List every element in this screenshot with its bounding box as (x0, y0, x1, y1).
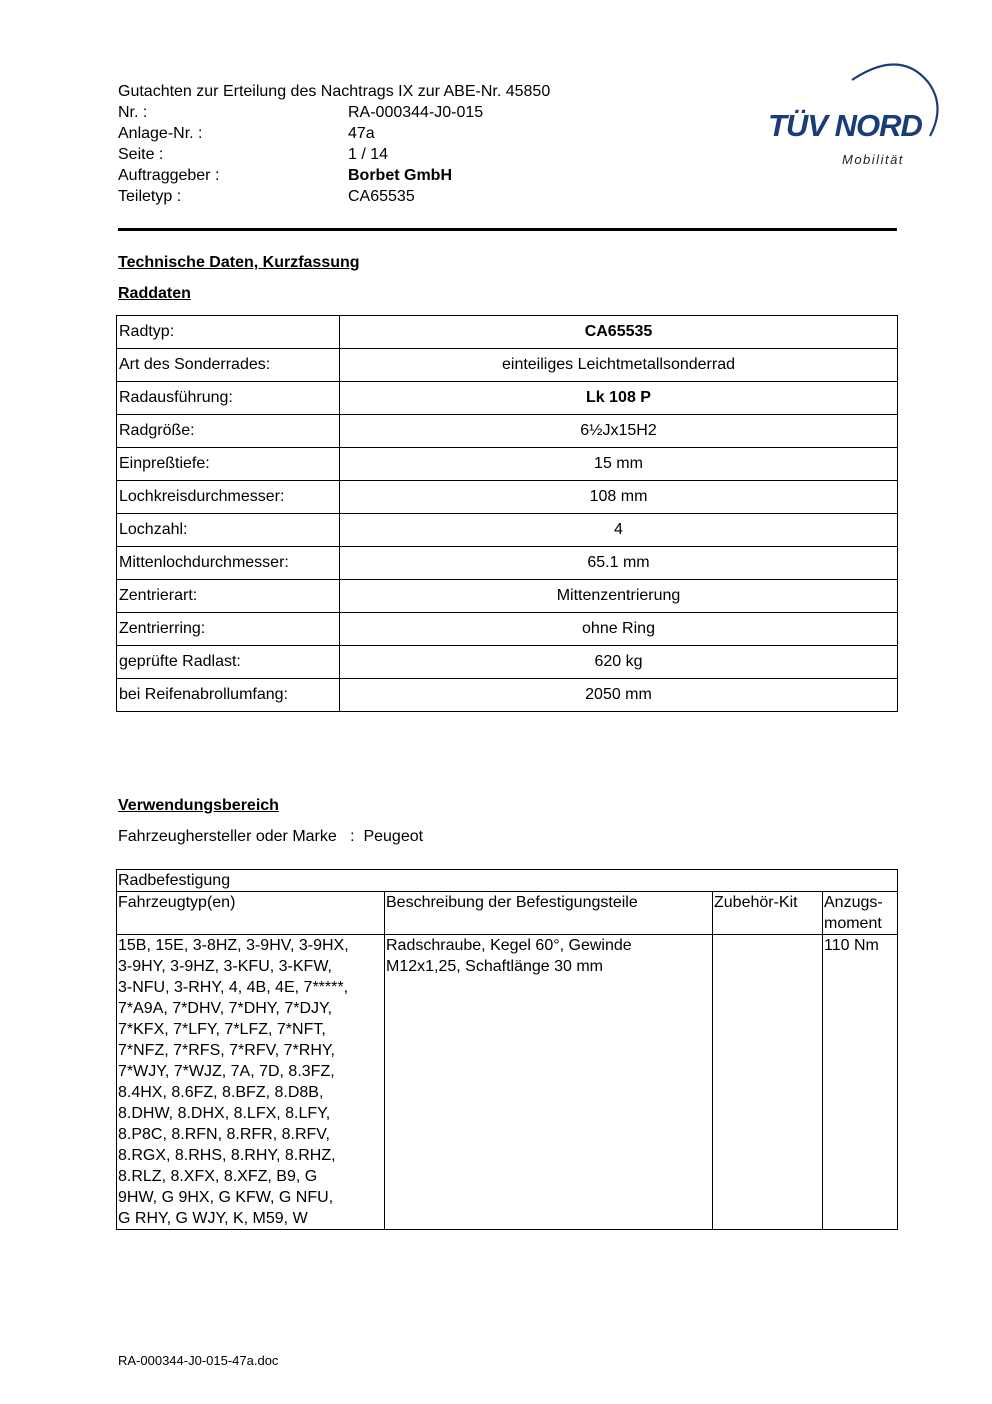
row-label: bei Reifenabrollumfang: (117, 679, 340, 712)
description-line: M12x1,25, Schaftlänge 30 mm (386, 958, 604, 975)
row-label: Radtyp: (117, 316, 340, 349)
column-header-torque (823, 892, 898, 935)
tuev-nord-logo (760, 58, 946, 174)
manufacturer-value: Peugeot (363, 828, 424, 845)
table-row (117, 448, 898, 481)
header-key: Seite : (118, 146, 164, 163)
table-caption: Radbefestigung (117, 870, 898, 892)
table-row (117, 382, 898, 415)
table-row (117, 481, 898, 514)
header-key: Nr. : (118, 104, 148, 121)
header-line: Anzugs- (824, 894, 883, 911)
header-key: Teiletyp : (118, 188, 182, 205)
row-label: Einpreßtiefe: (117, 448, 340, 481)
type-line: 8.DHW, 8.DHX, 8.LFX, 8.LFY, (118, 1105, 331, 1122)
table-caption-row (117, 870, 898, 892)
table-row (117, 646, 898, 679)
befestigung-table (116, 869, 898, 1230)
type-line: 7*KFX, 7*LFY, 7*LFZ, 7*NFT, (118, 1021, 326, 1038)
row-value: 4 (340, 514, 898, 547)
header-divider (118, 228, 897, 231)
row-value: 65.1 mm (340, 547, 898, 580)
header-row (118, 144, 483, 165)
section-heading-raddaten: Raddaten (118, 285, 191, 302)
type-line: 8.4HX, 8.6FZ, 8.BFZ, 8.D8B, (118, 1084, 324, 1101)
type-line: 7*A9A, 7*DHV, 7*DHY, 7*DJY, (118, 1000, 333, 1017)
header-row (118, 186, 483, 207)
type-line: 15B, 15E, 3-8HZ, 3-9HV, 3-9HX, (118, 937, 349, 954)
row-label: Lochzahl: (117, 514, 340, 547)
raddaten-table (116, 315, 898, 712)
header-value-client: Borbet GmbH (348, 167, 452, 184)
row-label: geprüfte Radlast: (117, 646, 340, 679)
table-row (117, 613, 898, 646)
type-line: 8.RGX, 8.RHS, 8.RHY, 8.RHZ, (118, 1147, 336, 1164)
table-row (117, 679, 898, 712)
header-value: 1 / 14 (348, 146, 389, 163)
header-value: RA-000344-J0-015 (348, 104, 484, 121)
header-row (118, 165, 483, 186)
section-heading-verwendung: Verwendungsbereich (118, 797, 279, 814)
row-value: CA65535 (340, 316, 898, 349)
row-value: Lk 108 P (340, 382, 898, 415)
type-line: G RHY, G WJY, K, M59, W (118, 1210, 308, 1227)
type-line: 8.RLZ, 8.XFX, 8.XFZ, B9, G (118, 1168, 318, 1185)
type-line: 8.P8C, 8.RFN, 8.RFR, 8.RFV, (118, 1126, 330, 1143)
row-label: Art des Sonderrades: (117, 349, 340, 382)
type-line: 9HW, G 9HX, G KFW, G NFU, (118, 1189, 334, 1206)
header-row (118, 123, 483, 144)
table-row (117, 580, 898, 613)
header-value: CA65535 (348, 188, 415, 205)
column-header-types: Fahrzeugtyp(en) (117, 892, 385, 935)
torque-cell: 110 Nm (823, 935, 898, 1230)
row-value: 2050 mm (340, 679, 898, 712)
row-value: 6½Jx15H2 (340, 415, 898, 448)
row-label: Zentrierring: (117, 613, 340, 646)
row-value: Mittenzentrierung (340, 580, 898, 613)
table-row (117, 514, 898, 547)
type-line: 7*WJY, 7*WJZ, 7A, 7D, 8.3FZ, (118, 1063, 335, 1080)
manufacturer-label: Fahrzeughersteller oder Marke (118, 828, 337, 845)
logo-wordmark: TÜV NORD (768, 108, 922, 143)
row-label: Mittenlochdurchmesser: (117, 547, 340, 580)
column-header-description: Beschreibung der Befestigungsteile (385, 892, 713, 935)
row-value: ohne Ring (340, 613, 898, 646)
manufacturer-line (118, 828, 423, 846)
column-header-kit: Zubehör-Kit (713, 892, 823, 935)
row-label: Zentrierart: (117, 580, 340, 613)
logo-subtitle: Mobilität (842, 152, 904, 167)
table-row (117, 415, 898, 448)
row-value: 15 mm (340, 448, 898, 481)
table-row (117, 349, 898, 382)
section-heading-tech: Technische Daten, Kurzfassung (118, 254, 360, 271)
type-line: 3-9HY, 3-9HZ, 3-KFU, 3-KFW, (118, 958, 332, 975)
vehicle-types-cell (117, 935, 385, 1230)
row-label: Radausführung: (117, 382, 340, 415)
type-line: 7*NFZ, 7*RFS, 7*RFV, 7*RHY, (118, 1042, 335, 1059)
row-value: 620 kg (340, 646, 898, 679)
kit-cell (713, 935, 823, 1230)
header-line: moment (824, 915, 882, 932)
row-label: Lochkreisdurchmesser: (117, 481, 340, 514)
description-line: Radschraube, Kegel 60°, Gewinde (386, 937, 632, 954)
footer-filename: RA-000344-J0-015-47a.doc (118, 1353, 279, 1368)
header-key: Anlage-Nr. : (118, 125, 203, 142)
header-value: 47a (348, 125, 375, 142)
header-row (118, 102, 483, 123)
description-cell (385, 935, 713, 1230)
header-key: Auftraggeber : (118, 167, 220, 184)
row-value: einteiliges Leichtmetallsonderrad (340, 349, 898, 382)
manufacturer-separator: : (350, 828, 355, 845)
type-line: 3-NFU, 3-RHY, 4, 4B, 4E, 7*****, (118, 979, 349, 996)
row-value: 108 mm (340, 481, 898, 514)
header-meta (118, 102, 483, 207)
table-row (117, 316, 898, 349)
table-row (117, 547, 898, 580)
table-header-row (117, 892, 898, 935)
row-label: Radgröße: (117, 415, 340, 448)
document-title: Gutachten zur Erteilung des Nachtrags IX zur ABE-Nr. 45850 (118, 83, 551, 100)
table-row (117, 935, 898, 1230)
